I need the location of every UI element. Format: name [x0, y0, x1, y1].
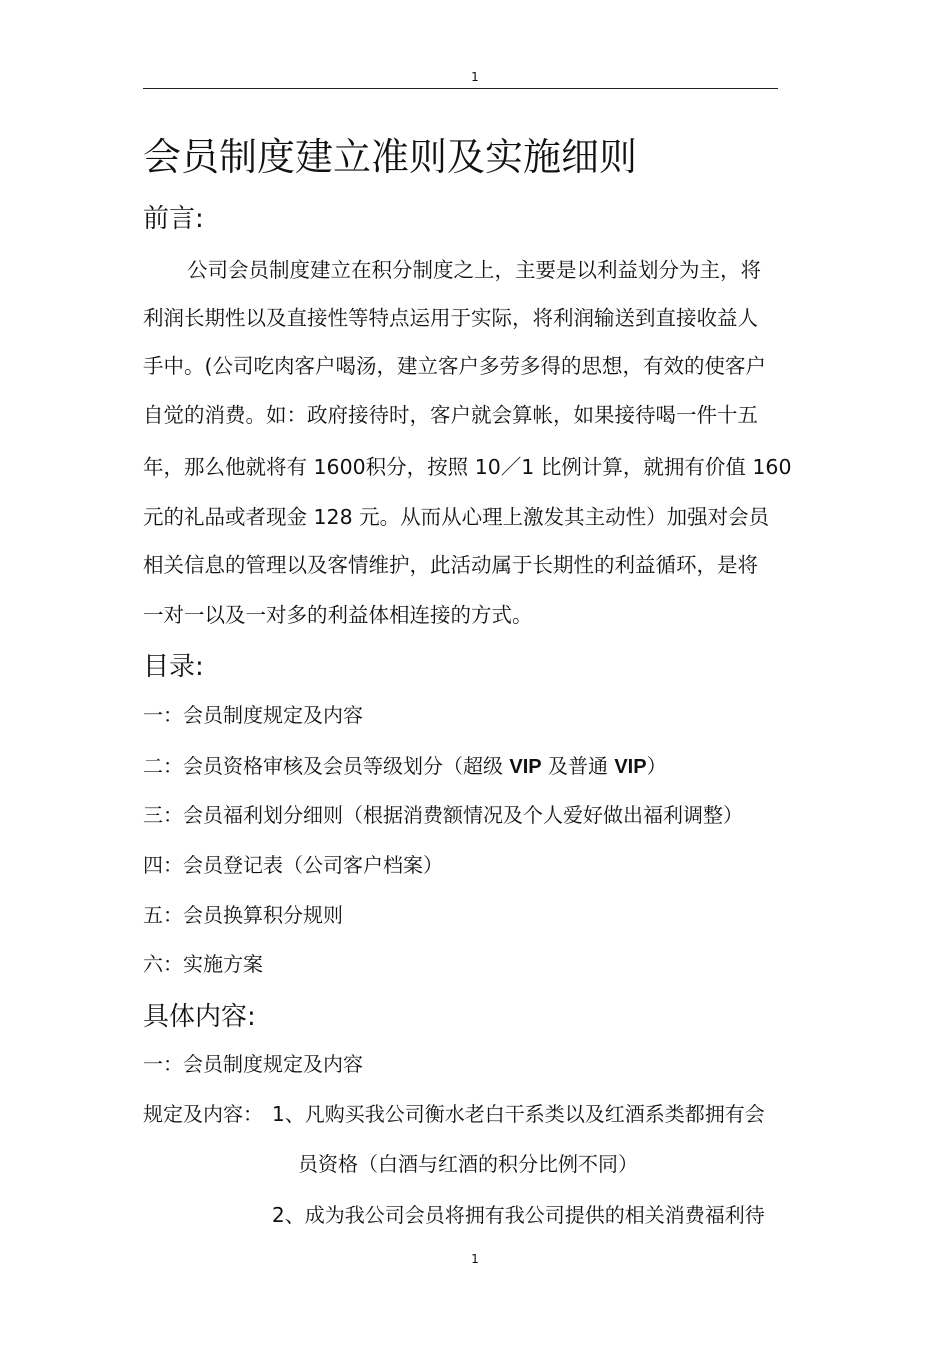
toc-item: 四：会员登记表（公司客户档案）: [143, 853, 443, 877]
rule-label: 规定及内容：: [143, 1102, 263, 1126]
preface-line: 自觉的消费。如：政府接待时，客户就会算帐，如果接待喝一件十五: [143, 403, 758, 427]
preface-line: 手中。(公司吃肉客户喝汤，建立客户多劳多得的思想，有效的使客户: [143, 354, 766, 378]
preface-line: 一对一以及一对多的利益体相连接的方式。: [143, 603, 533, 627]
toc-item: 三：会员福利划分细则（根据消费额情况及个人爱好做出福利调整）: [143, 803, 743, 827]
header-page-number: 1: [471, 70, 479, 84]
toc-item: [143, 751, 667, 782]
preface-line: 相关信息的管理以及客情维护，此活动属于长期性的利益循环，是将: [143, 553, 758, 577]
toc-item: 一：会员制度规定及内容: [143, 703, 363, 727]
preface-heading: 前言:: [143, 204, 204, 234]
document-title: 会员制度建立准则及实施细则: [143, 135, 638, 179]
toc-item-text: ）: [646, 754, 667, 778]
preface-line: 年，那么他就将有 1600积分，按照 10／1 比例计算，就拥有价值 160: [143, 455, 792, 479]
content-heading: 具体内容:: [143, 1002, 256, 1032]
toc-heading: 目录:: [143, 652, 204, 682]
footer-page-number: 1: [471, 1252, 479, 1266]
content-section-title: 一：会员制度规定及内容: [143, 1052, 363, 1076]
toc-item: 五：会员换算积分规则: [143, 903, 343, 927]
header-rule: [143, 88, 778, 89]
preface-line: 利润长期性以及直接性等特点运用于实际，将利润输送到直接收益人: [143, 306, 758, 330]
preface-line: 元的礼品或者现金 128 元。从而从心理上激发其主动性）加强对会员: [143, 505, 770, 529]
rule-item: 2、成为我公司会员将拥有我公司提供的相关消费福利待: [272, 1203, 765, 1227]
toc-item-text: 二：会员资格审核及会员等级划分（超级: [143, 754, 510, 778]
preface-line: 公司会员制度建立在积分制度之上，主要是以利益划分为主，将: [187, 258, 761, 282]
toc-item: 六：实施方案: [143, 952, 263, 976]
vip-label: VIP: [614, 756, 647, 778]
vip-label: VIP: [509, 756, 542, 778]
rule-item-continuation: 员资格（白酒与红酒的积分比例不同）: [298, 1152, 638, 1176]
rule-item: 1、凡购买我公司衡水老白干系类以及红酒系类都拥有会: [272, 1102, 765, 1126]
toc-item-text: 及普通: [541, 754, 615, 778]
